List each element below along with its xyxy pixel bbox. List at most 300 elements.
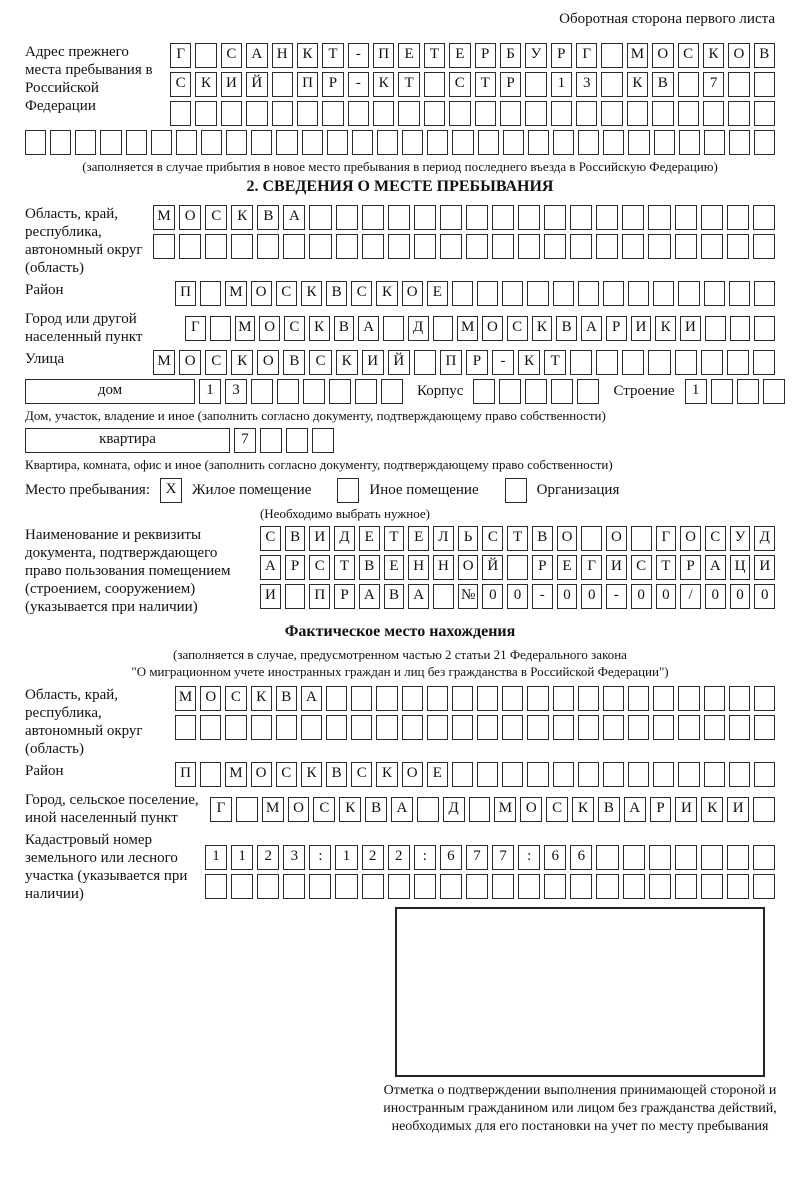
char-cell[interactable]: К <box>336 350 358 375</box>
char-cell[interactable] <box>302 130 323 155</box>
char-cell[interactable]: А <box>624 797 646 822</box>
char-cell[interactable] <box>286 428 308 453</box>
char-cell[interactable] <box>402 130 423 155</box>
char-cell[interactable]: И <box>680 316 701 341</box>
char-cell[interactable]: О <box>257 350 279 375</box>
char-cell[interactable] <box>351 715 372 740</box>
char-cell[interactable]: 7 <box>492 845 514 870</box>
char-cell[interactable] <box>675 234 697 259</box>
char-cell[interactable] <box>675 350 697 375</box>
char-cell[interactable] <box>578 130 599 155</box>
char-cell[interactable]: О <box>458 555 479 580</box>
char-cell[interactable]: Р <box>475 43 496 68</box>
char-cell[interactable]: А <box>301 686 322 711</box>
char-cell[interactable]: Е <box>384 555 405 580</box>
char-cell[interactable]: 1 <box>685 379 707 404</box>
char-cell[interactable]: В <box>359 555 380 580</box>
char-cell[interactable]: П <box>175 762 196 787</box>
char-cell[interactable] <box>654 130 675 155</box>
char-cell[interactable] <box>628 686 649 711</box>
char-cell[interactable] <box>648 350 670 375</box>
char-cell[interactable]: Й <box>246 72 267 97</box>
char-cell[interactable] <box>601 72 622 97</box>
char-cell[interactable] <box>701 350 723 375</box>
char-cell[interactable]: 6 <box>544 845 566 870</box>
char-cell[interactable]: С <box>313 797 335 822</box>
char-cell[interactable]: Б <box>500 43 521 68</box>
char-cell[interactable] <box>544 874 566 899</box>
char-cell[interactable]: М <box>627 43 648 68</box>
char-cell[interactable] <box>388 205 410 230</box>
char-cell[interactable]: С <box>546 797 568 822</box>
char-cell[interactable] <box>466 205 488 230</box>
char-cell[interactable]: С <box>309 350 331 375</box>
char-cell[interactable] <box>424 101 445 126</box>
char-cell[interactable]: В <box>326 281 347 306</box>
char-cell[interactable] <box>251 130 272 155</box>
char-cell[interactable] <box>440 205 462 230</box>
char-cell[interactable] <box>348 101 369 126</box>
char-cell[interactable]: А <box>246 43 267 68</box>
char-cell[interactable]: К <box>231 205 253 230</box>
char-cell[interactable] <box>628 762 649 787</box>
char-cell[interactable]: О <box>179 350 201 375</box>
char-cell[interactable] <box>711 379 733 404</box>
char-cell[interactable] <box>553 762 574 787</box>
char-cell[interactable]: У <box>730 526 751 551</box>
char-cell[interactable] <box>648 234 670 259</box>
char-cell[interactable] <box>628 130 649 155</box>
char-cell[interactable] <box>376 686 397 711</box>
char-cell[interactable] <box>648 205 670 230</box>
char-cell[interactable] <box>414 874 436 899</box>
char-cell[interactable] <box>100 130 121 155</box>
char-cell[interactable] <box>388 234 410 259</box>
char-cell[interactable]: В <box>283 350 305 375</box>
char-cell[interactable] <box>603 686 624 711</box>
char-cell[interactable] <box>473 379 495 404</box>
char-cell[interactable]: 6 <box>570 845 592 870</box>
char-cell[interactable]: 7 <box>703 72 724 97</box>
char-cell[interactable] <box>678 281 699 306</box>
char-cell[interactable] <box>427 686 448 711</box>
char-cell[interactable]: С <box>221 43 242 68</box>
char-cell[interactable] <box>205 234 227 259</box>
char-cell[interactable] <box>603 762 624 787</box>
char-cell[interactable] <box>179 234 201 259</box>
char-cell[interactable]: 1 <box>205 845 227 870</box>
char-cell[interactable] <box>727 874 749 899</box>
char-cell[interactable]: В <box>365 797 387 822</box>
char-cell[interactable]: М <box>262 797 284 822</box>
char-cell[interactable] <box>309 234 331 259</box>
char-cell[interactable] <box>231 234 253 259</box>
char-cell[interactable]: / <box>680 584 701 609</box>
char-cell[interactable] <box>753 234 775 259</box>
char-cell[interactable]: К <box>339 797 361 822</box>
char-cell[interactable]: С <box>351 762 372 787</box>
char-cell[interactable] <box>309 205 331 230</box>
char-cell[interactable] <box>75 130 96 155</box>
char-cell[interactable]: О <box>557 526 578 551</box>
char-cell[interactable] <box>449 101 470 126</box>
char-cell[interactable]: П <box>373 43 394 68</box>
char-cell[interactable]: Л <box>433 526 454 551</box>
char-cell[interactable]: К <box>376 762 397 787</box>
char-cell[interactable] <box>701 874 723 899</box>
char-cell[interactable] <box>544 205 566 230</box>
char-cell[interactable]: - <box>492 350 514 375</box>
char-cell[interactable] <box>326 715 347 740</box>
char-cell[interactable]: Е <box>359 526 380 551</box>
char-cell[interactable] <box>170 101 191 126</box>
char-cell[interactable] <box>729 762 750 787</box>
char-cell[interactable]: С <box>205 350 227 375</box>
char-cell[interactable] <box>469 797 491 822</box>
char-cell[interactable] <box>754 281 775 306</box>
char-cell[interactable] <box>729 686 750 711</box>
char-cell[interactable]: Т <box>544 350 566 375</box>
char-cell[interactable] <box>153 234 175 259</box>
char-cell[interactable] <box>226 130 247 155</box>
char-cell[interactable]: В <box>556 316 577 341</box>
char-cell[interactable]: Р <box>532 555 553 580</box>
char-cell[interactable] <box>551 101 572 126</box>
char-cell[interactable] <box>201 130 222 155</box>
char-cell[interactable] <box>525 379 547 404</box>
char-cell[interactable] <box>297 101 318 126</box>
char-cell[interactable]: О <box>520 797 542 822</box>
char-cell[interactable] <box>466 234 488 259</box>
char-cell[interactable] <box>303 379 325 404</box>
char-cell[interactable] <box>675 845 697 870</box>
char-cell[interactable] <box>704 762 725 787</box>
char-cell[interactable]: И <box>221 72 242 97</box>
char-cell[interactable]: Р <box>322 72 343 97</box>
char-cell[interactable]: Р <box>285 555 306 580</box>
char-cell[interactable]: Р <box>466 350 488 375</box>
char-cell[interactable] <box>704 130 725 155</box>
char-cell[interactable] <box>705 316 726 341</box>
char-cell[interactable] <box>553 715 574 740</box>
char-cell[interactable]: Р <box>606 316 627 341</box>
char-cell[interactable] <box>754 101 775 126</box>
char-cell[interactable] <box>362 234 384 259</box>
char-cell[interactable]: В <box>384 584 405 609</box>
char-cell[interactable] <box>678 101 699 126</box>
char-cell[interactable] <box>570 234 592 259</box>
char-cell[interactable] <box>477 715 498 740</box>
char-cell[interactable] <box>704 686 725 711</box>
char-cell[interactable]: С <box>631 555 652 580</box>
char-cell[interactable]: О <box>179 205 201 230</box>
char-cell[interactable] <box>603 130 624 155</box>
char-cell[interactable] <box>728 101 749 126</box>
char-cell[interactable]: Р <box>680 555 701 580</box>
char-cell[interactable] <box>427 715 448 740</box>
char-cell[interactable]: А <box>358 316 379 341</box>
char-cell[interactable]: К <box>572 797 594 822</box>
stay-option-other-checkbox[interactable] <box>337 478 359 503</box>
char-cell[interactable] <box>424 72 445 97</box>
char-cell[interactable] <box>754 686 775 711</box>
char-cell[interactable]: В <box>257 205 279 230</box>
char-cell[interactable]: И <box>362 350 384 375</box>
char-cell[interactable]: С <box>482 526 503 551</box>
char-cell[interactable] <box>477 762 498 787</box>
char-cell[interactable]: В <box>326 762 347 787</box>
char-cell[interactable] <box>553 686 574 711</box>
char-cell[interactable]: М <box>175 686 196 711</box>
char-cell[interactable]: П <box>309 584 330 609</box>
char-cell[interactable] <box>622 205 644 230</box>
char-cell[interactable]: С <box>205 205 227 230</box>
char-cell[interactable] <box>727 350 749 375</box>
char-cell[interactable] <box>126 130 147 155</box>
char-cell[interactable] <box>352 130 373 155</box>
char-cell[interactable] <box>433 316 454 341</box>
char-cell[interactable] <box>195 43 216 68</box>
char-cell[interactable]: К <box>231 350 253 375</box>
char-cell[interactable]: Т <box>424 43 445 68</box>
char-cell[interactable]: П <box>440 350 462 375</box>
char-cell[interactable]: Р <box>650 797 672 822</box>
char-cell[interactable]: 0 <box>656 584 677 609</box>
char-cell[interactable] <box>527 762 548 787</box>
char-cell[interactable] <box>373 101 394 126</box>
char-cell[interactable] <box>518 234 540 259</box>
char-cell[interactable] <box>525 72 546 97</box>
char-cell[interactable] <box>703 101 724 126</box>
char-cell[interactable]: Р <box>551 43 572 68</box>
char-cell[interactable] <box>452 686 473 711</box>
char-cell[interactable] <box>576 101 597 126</box>
char-cell[interactable]: К <box>195 72 216 97</box>
char-cell[interactable] <box>649 874 671 899</box>
char-cell[interactable]: С <box>284 316 305 341</box>
char-cell[interactable] <box>753 845 775 870</box>
char-cell[interactable] <box>753 205 775 230</box>
char-cell[interactable]: Г <box>210 797 232 822</box>
char-cell[interactable] <box>649 845 671 870</box>
char-cell[interactable] <box>578 281 599 306</box>
char-cell[interactable] <box>283 234 305 259</box>
char-cell[interactable]: Т <box>656 555 677 580</box>
char-cell[interactable]: Е <box>408 526 429 551</box>
char-cell[interactable]: Т <box>398 72 419 97</box>
char-cell[interactable]: Г <box>576 43 597 68</box>
char-cell[interactable] <box>257 874 279 899</box>
char-cell[interactable]: Е <box>398 43 419 68</box>
char-cell[interactable]: М <box>153 350 175 375</box>
char-cell[interactable] <box>754 762 775 787</box>
char-cell[interactable]: Е <box>427 762 448 787</box>
char-cell[interactable]: Т <box>475 72 496 97</box>
char-cell[interactable] <box>283 874 305 899</box>
char-cell[interactable] <box>329 379 351 404</box>
char-cell[interactable]: А <box>391 797 413 822</box>
char-cell[interactable] <box>631 526 652 551</box>
char-cell[interactable]: О <box>652 43 673 68</box>
char-cell[interactable] <box>492 205 514 230</box>
char-cell[interactable] <box>525 101 546 126</box>
char-cell[interactable]: - <box>348 72 369 97</box>
char-cell[interactable]: Д <box>443 797 465 822</box>
char-cell[interactable] <box>754 316 775 341</box>
char-cell[interactable] <box>499 379 521 404</box>
char-cell[interactable] <box>414 205 436 230</box>
char-cell[interactable] <box>417 797 439 822</box>
char-cell[interactable]: О <box>259 316 280 341</box>
char-cell[interactable]: А <box>408 584 429 609</box>
char-cell[interactable] <box>466 874 488 899</box>
char-cell[interactable] <box>729 715 750 740</box>
char-cell[interactable] <box>581 526 602 551</box>
char-cell[interactable] <box>475 101 496 126</box>
char-cell[interactable]: Ь <box>458 526 479 551</box>
char-cell[interactable]: Н <box>272 43 293 68</box>
char-cell[interactable]: 0 <box>730 584 751 609</box>
char-cell[interactable]: Д <box>754 526 775 551</box>
char-cell[interactable] <box>335 874 357 899</box>
char-cell[interactable] <box>200 715 221 740</box>
char-cell[interactable]: 7 <box>234 428 256 453</box>
char-cell[interactable] <box>276 130 297 155</box>
char-cell[interactable] <box>701 234 723 259</box>
char-cell[interactable] <box>622 350 644 375</box>
char-cell[interactable] <box>653 281 674 306</box>
char-cell[interactable] <box>246 101 267 126</box>
char-cell[interactable] <box>500 101 521 126</box>
char-cell[interactable] <box>763 379 785 404</box>
char-cell[interactable] <box>623 874 645 899</box>
char-cell[interactable]: И <box>631 316 652 341</box>
char-cell[interactable]: М <box>494 797 516 822</box>
char-cell[interactable]: 0 <box>581 584 602 609</box>
char-cell[interactable] <box>675 205 697 230</box>
char-cell[interactable] <box>231 874 253 899</box>
char-cell[interactable] <box>502 762 523 787</box>
char-cell[interactable] <box>301 715 322 740</box>
char-cell[interactable] <box>518 205 540 230</box>
char-cell[interactable]: А <box>581 316 602 341</box>
char-cell[interactable]: 2 <box>362 845 384 870</box>
char-cell[interactable]: 1 <box>231 845 253 870</box>
char-cell[interactable]: Е <box>449 43 470 68</box>
char-cell[interactable] <box>622 234 644 259</box>
char-cell[interactable]: В <box>598 797 620 822</box>
char-cell[interactable]: Н <box>433 555 454 580</box>
char-cell[interactable] <box>679 130 700 155</box>
char-cell[interactable]: - <box>532 584 553 609</box>
char-cell[interactable]: К <box>376 281 397 306</box>
char-cell[interactable] <box>402 686 423 711</box>
char-cell[interactable]: О <box>482 316 503 341</box>
char-cell[interactable] <box>628 715 649 740</box>
char-cell[interactable]: К <box>301 281 322 306</box>
char-cell[interactable]: 6 <box>440 845 462 870</box>
char-cell[interactable] <box>336 234 358 259</box>
char-cell[interactable]: С <box>170 72 191 97</box>
char-cell[interactable]: А <box>705 555 726 580</box>
char-cell[interactable]: И <box>606 555 627 580</box>
char-cell[interactable]: К <box>701 797 723 822</box>
char-cell[interactable]: П <box>175 281 196 306</box>
char-cell[interactable] <box>603 281 624 306</box>
char-cell[interactable] <box>427 130 448 155</box>
char-cell[interactable]: - <box>348 43 369 68</box>
char-cell[interactable]: С <box>351 281 372 306</box>
char-cell[interactable] <box>627 101 648 126</box>
char-cell[interactable] <box>704 715 725 740</box>
char-cell[interactable] <box>553 130 574 155</box>
char-cell[interactable]: Р <box>500 72 521 97</box>
char-cell[interactable]: О <box>402 281 423 306</box>
char-cell[interactable] <box>322 101 343 126</box>
char-cell[interactable]: О <box>251 281 272 306</box>
char-cell[interactable]: Т <box>507 526 528 551</box>
char-cell[interactable]: 7 <box>466 845 488 870</box>
char-cell[interactable]: С <box>225 686 246 711</box>
char-cell[interactable]: С <box>309 555 330 580</box>
char-cell[interactable] <box>312 428 334 453</box>
char-cell[interactable]: Г <box>170 43 191 68</box>
char-cell[interactable]: 0 <box>557 584 578 609</box>
char-cell[interactable]: Г <box>581 555 602 580</box>
char-cell[interactable]: Д <box>334 526 355 551</box>
char-cell[interactable] <box>251 379 273 404</box>
char-cell[interactable] <box>502 715 523 740</box>
char-cell[interactable] <box>678 762 699 787</box>
char-cell[interactable] <box>527 686 548 711</box>
char-cell[interactable]: М <box>225 762 246 787</box>
char-cell[interactable] <box>440 234 462 259</box>
char-cell[interactable] <box>452 715 473 740</box>
char-cell[interactable] <box>729 130 750 155</box>
char-cell[interactable] <box>551 379 573 404</box>
char-cell[interactable]: С <box>276 281 297 306</box>
char-cell[interactable]: П <box>297 72 318 97</box>
char-cell[interactable] <box>251 715 272 740</box>
char-cell[interactable]: 0 <box>482 584 503 609</box>
char-cell[interactable]: С <box>449 72 470 97</box>
char-cell[interactable] <box>652 101 673 126</box>
char-cell[interactable] <box>336 205 358 230</box>
char-cell[interactable] <box>502 281 523 306</box>
char-cell[interactable]: Е <box>557 555 578 580</box>
char-cell[interactable] <box>309 874 331 899</box>
char-cell[interactable] <box>351 686 372 711</box>
char-cell[interactable] <box>195 101 216 126</box>
char-cell[interactable]: О <box>728 43 749 68</box>
char-cell[interactable] <box>728 72 749 97</box>
char-cell[interactable] <box>175 715 196 740</box>
char-cell[interactable] <box>492 234 514 259</box>
char-cell[interactable] <box>503 130 524 155</box>
char-cell[interactable]: Г <box>185 316 206 341</box>
char-cell[interactable] <box>383 316 404 341</box>
char-cell[interactable]: В <box>276 686 297 711</box>
char-cell[interactable]: О <box>606 526 627 551</box>
char-cell[interactable]: У <box>525 43 546 68</box>
char-cell[interactable] <box>176 130 197 155</box>
char-cell[interactable] <box>205 874 227 899</box>
char-cell[interactable]: Й <box>482 555 503 580</box>
char-cell[interactable] <box>402 715 423 740</box>
char-cell[interactable] <box>727 845 749 870</box>
char-cell[interactable] <box>381 379 403 404</box>
char-cell[interactable] <box>675 874 697 899</box>
